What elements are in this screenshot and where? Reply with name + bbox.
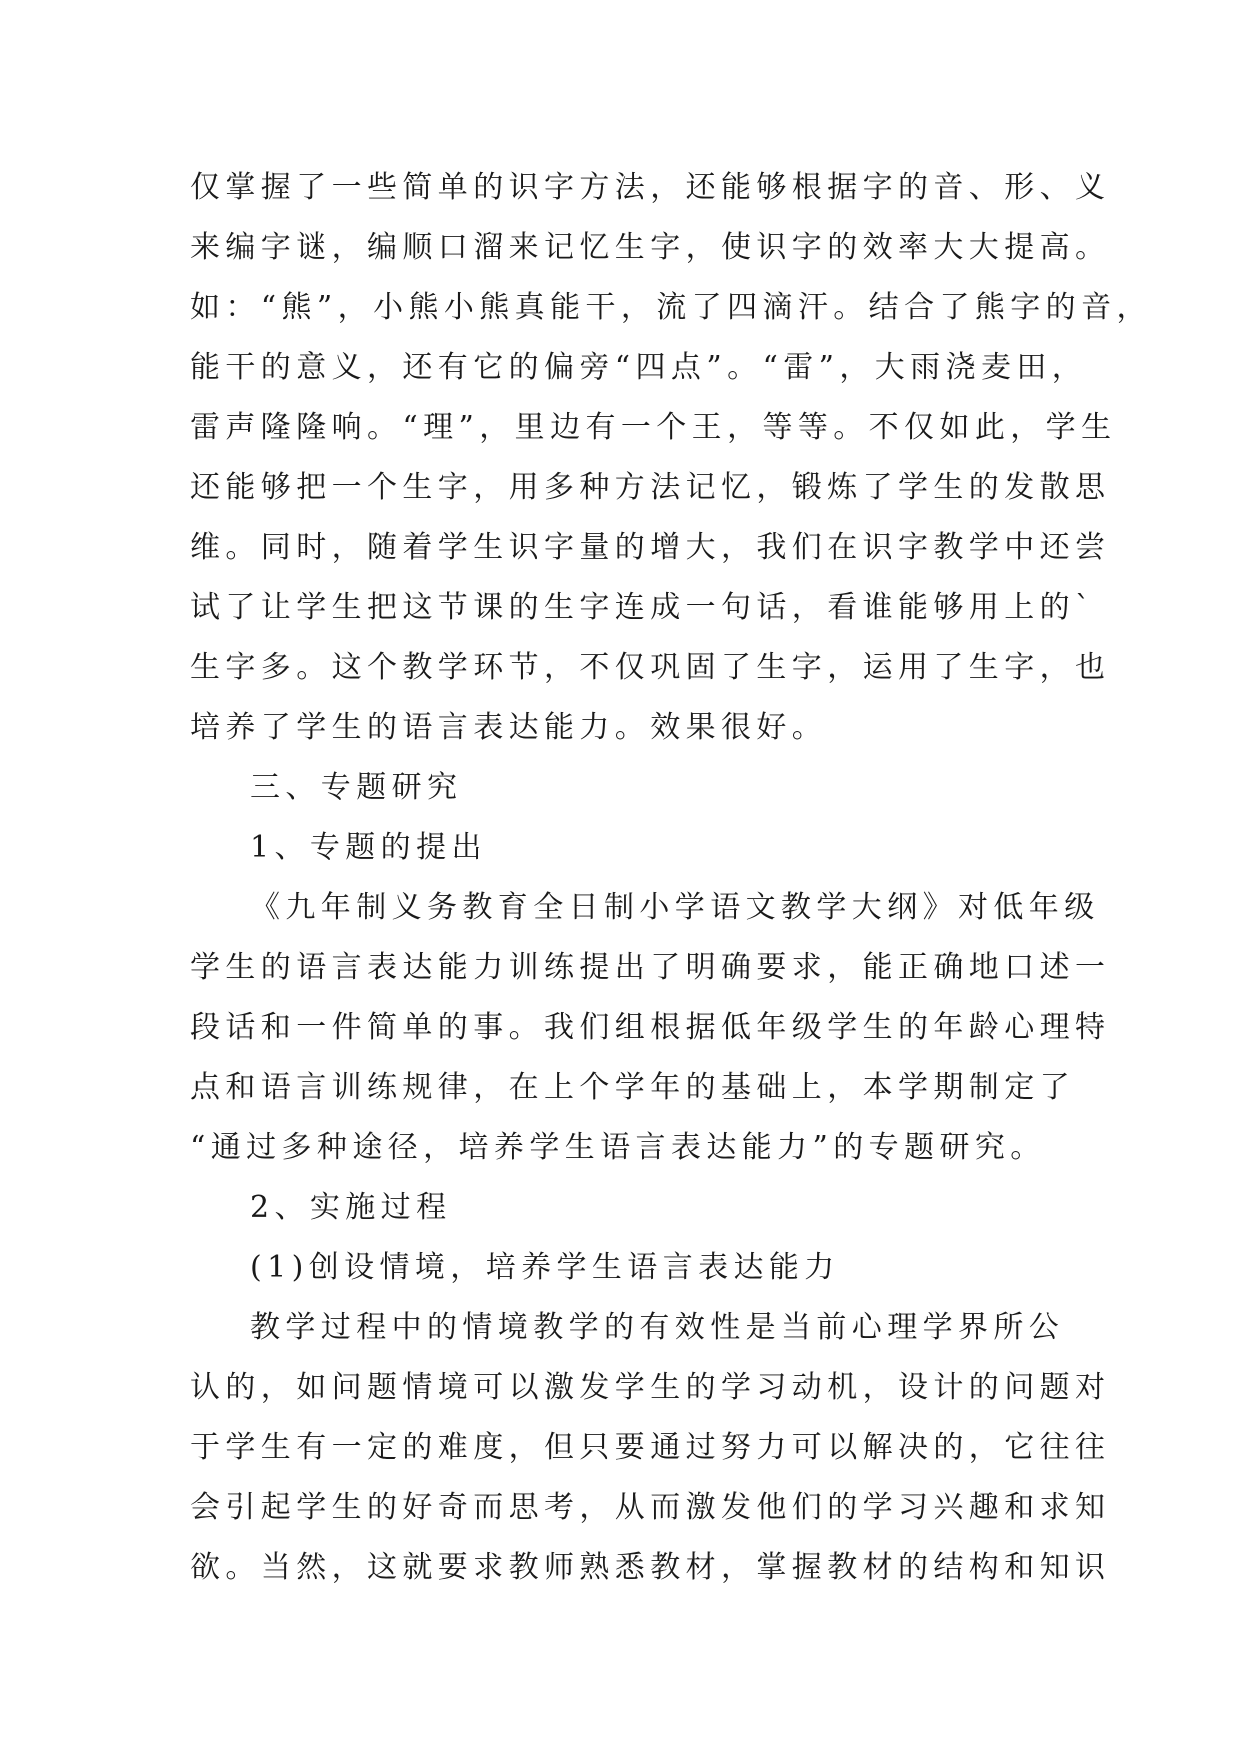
text-line: 生字多。这个教学环节，不仅巩固了生字，运用了生字，也 — [190, 650, 1111, 685]
text-line: 如：“熊”，小熊小熊真能干，流了四滴汗。结合了熊字的音， — [190, 290, 1152, 325]
subsection-heading: (1)创设情境，培养学生语言表达能力 — [250, 1250, 840, 1285]
text-line: 维。同时，随着学生识字量的增大，我们在识字教学中还尝 — [190, 530, 1111, 565]
text-line: 能干的意义，还有它的偏旁“四点”。“雷”，大雨浇麦田， — [190, 350, 1088, 385]
text-line: 于学生有一定的难度，但只要通过努力可以解决的，它往往 — [190, 1430, 1111, 1465]
section-heading: 三、专题研究 — [250, 770, 463, 805]
paragraph-first-line: 教学过程中的情境教学的有效性是当前心理学界所公 — [250, 1310, 1065, 1345]
text-line: “通过多种途径，培养学生语言表达能力”的专题研究。 — [190, 1130, 1046, 1165]
text-line: 培养了学生的语言表达能力。效果很好。 — [190, 710, 828, 745]
document-body — [190, 158, 1152, 1598]
subsection-heading: 2、实施过程 — [250, 1190, 452, 1225]
text-line: 雷声隆隆响。“理”，里边有一个王，等等。不仅如此，学生 — [190, 410, 1117, 445]
text-line: 试了让学生把这节课的生字连成一句话，看谁能够用上的` — [190, 590, 1096, 625]
text-line: 认的，如问题情境可以激发学生的学习动机，设计的问题对 — [190, 1370, 1111, 1405]
text-line: 还能够把一个生字，用多种方法记忆，锻炼了学生的发散思 — [190, 470, 1111, 505]
subsection-heading: 1、专题的提出 — [250, 830, 487, 865]
text-line: 会引起学生的好奇而思考，从而激发他们的学习兴趣和求知 — [190, 1490, 1111, 1525]
text-line: 点和语言训练规律，在上个学年的基础上，本学期制定了 — [190, 1070, 1075, 1105]
paragraph-first-line: 《九年制义务教育全日制小学语文教学大纲》对低年级 — [250, 890, 1100, 925]
text-line: 段话和一件简单的事。我们组根据低年级学生的年龄心理特 — [190, 1010, 1111, 1045]
text-line: 仅掌握了一些简单的识字方法，还能够根据字的音、形、义 — [190, 170, 1111, 205]
text-line: 学生的语言表达能力训练提出了明确要求，能正确地口述一 — [190, 950, 1111, 985]
text-line: 来编字谜，编顺口溜来记忆生字，使识字的效率大大提高。 — [190, 230, 1111, 265]
text-line: 欲。当然，这就要求教师熟悉教材，掌握教材的结构和知识 — [190, 1550, 1111, 1585]
